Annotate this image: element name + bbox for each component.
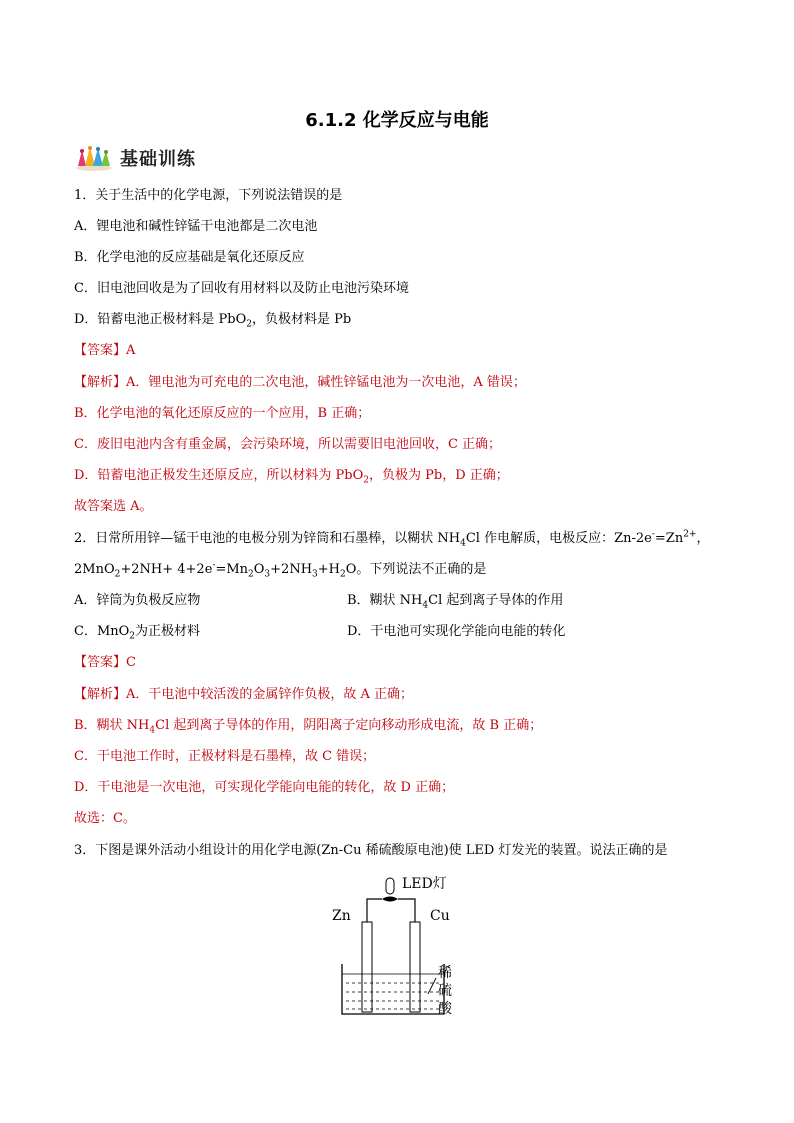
q1-analysis-b: B．化学电池的氧化还原反应的一个应用，B 正确； [74, 406, 371, 421]
q2-option-c: C．MnO$_2$为正极材料 [74, 624, 201, 642]
page-title: 6.1.2 化学反应与电能 [305, 110, 489, 131]
cell-apparatus [320, 870, 480, 1020]
q2-analysis-c: C．干电池工作时，正极材料是石墨棒，故 C 错误； [74, 749, 376, 764]
cu-label: Cu [430, 908, 450, 924]
acid-label-3: 酸 [438, 1001, 452, 1017]
q2-stem-line1: 2．日常所用锌—锰干电池的电极分别为锌筒和石墨棒，以糊状 $NH_4Cl$ 作电解质，电极反应：$Zn-2e^-=Zn^{2+}$， [74, 529, 710, 549]
led-label: LED灯 [402, 876, 447, 892]
galvanic-cell-diagram [320, 870, 480, 1020]
q1-option-c: C．旧电池回收是为了回收有用材料以及防止电池污染环境 [74, 281, 409, 296]
q2-option-d: D．干电池可实现化学能向电能的转化 [347, 624, 566, 639]
q1-conclusion: 故答案选 A。 [74, 499, 153, 514]
acid-label-1: 稀 [438, 965, 452, 981]
banner-label: 基础训练 [120, 149, 196, 170]
acid-label-2: 硫 [438, 983, 452, 999]
q1-option-b: B．化学电池的反应基础是氧化还原反应 [74, 250, 305, 265]
q1-option-d: D．铅蓄电池正极材料是 PbO$_2$，负极材料是 Pb [74, 312, 352, 330]
q2-conclusion: 故选：C。 [74, 811, 136, 826]
q1-stem: 1．关于生活中的化学电源，下列说法错误的是 [74, 188, 343, 203]
q2-analysis-b: B．糊状 $NH_4Cl$ 起到离子导体的作用，阴阳离子定向移动形成电流，故 B 正确； [74, 718, 543, 736]
q1-analysis-d: D．铅蓄电池正极发生还原反应，所以材料为 PbO$_2$，负极为 Pb，D 正确； [74, 468, 509, 486]
q3-stem: 3．下图是课外活动小组设计的用化学电源(Zn-Cu 稀硫酸原电池)使 LED 灯发光的装置。说法正确的是 [74, 843, 668, 858]
q1-option-a: A．锂电池和碱性锌锰干电池都是二次电池 [74, 219, 318, 234]
pencils-icon [74, 144, 114, 172]
section-banner [74, 142, 196, 174]
q1-answer: 【答案】A [74, 343, 136, 358]
q2-stem-line2: $2MnO_2+2NH+ 4+2e^-=Mn_2O_3+2NH_3+H_2O$。下列说法不正确的是 [74, 560, 487, 580]
q2-option-a: A．锌筒为负极反应物 [74, 593, 201, 608]
q2-analysis-a: 【解析】A．干电池中较活泼的金属锌作负极，故 A 正确； [74, 687, 414, 702]
q2-option-b: B．糊状 $NH_4Cl$ 起到离子导体的作用 [347, 593, 564, 611]
q1-analysis-c: C．废旧电池内含有重金属，会污染环境，所以需要旧电池回收，C 正确； [74, 437, 502, 452]
q2-answer: 【答案】C [74, 655, 136, 670]
zn-label: Zn [332, 908, 351, 924]
q2-analysis-d: D．干电池是一次电池，可实现化学能向电能的转化，故 D 正确； [74, 780, 455, 795]
q1-analysis-a: 【解析】A．锂电池为可充电的二次电池，碱性锌锰电池为一次电池，A 错误； [74, 375, 526, 390]
